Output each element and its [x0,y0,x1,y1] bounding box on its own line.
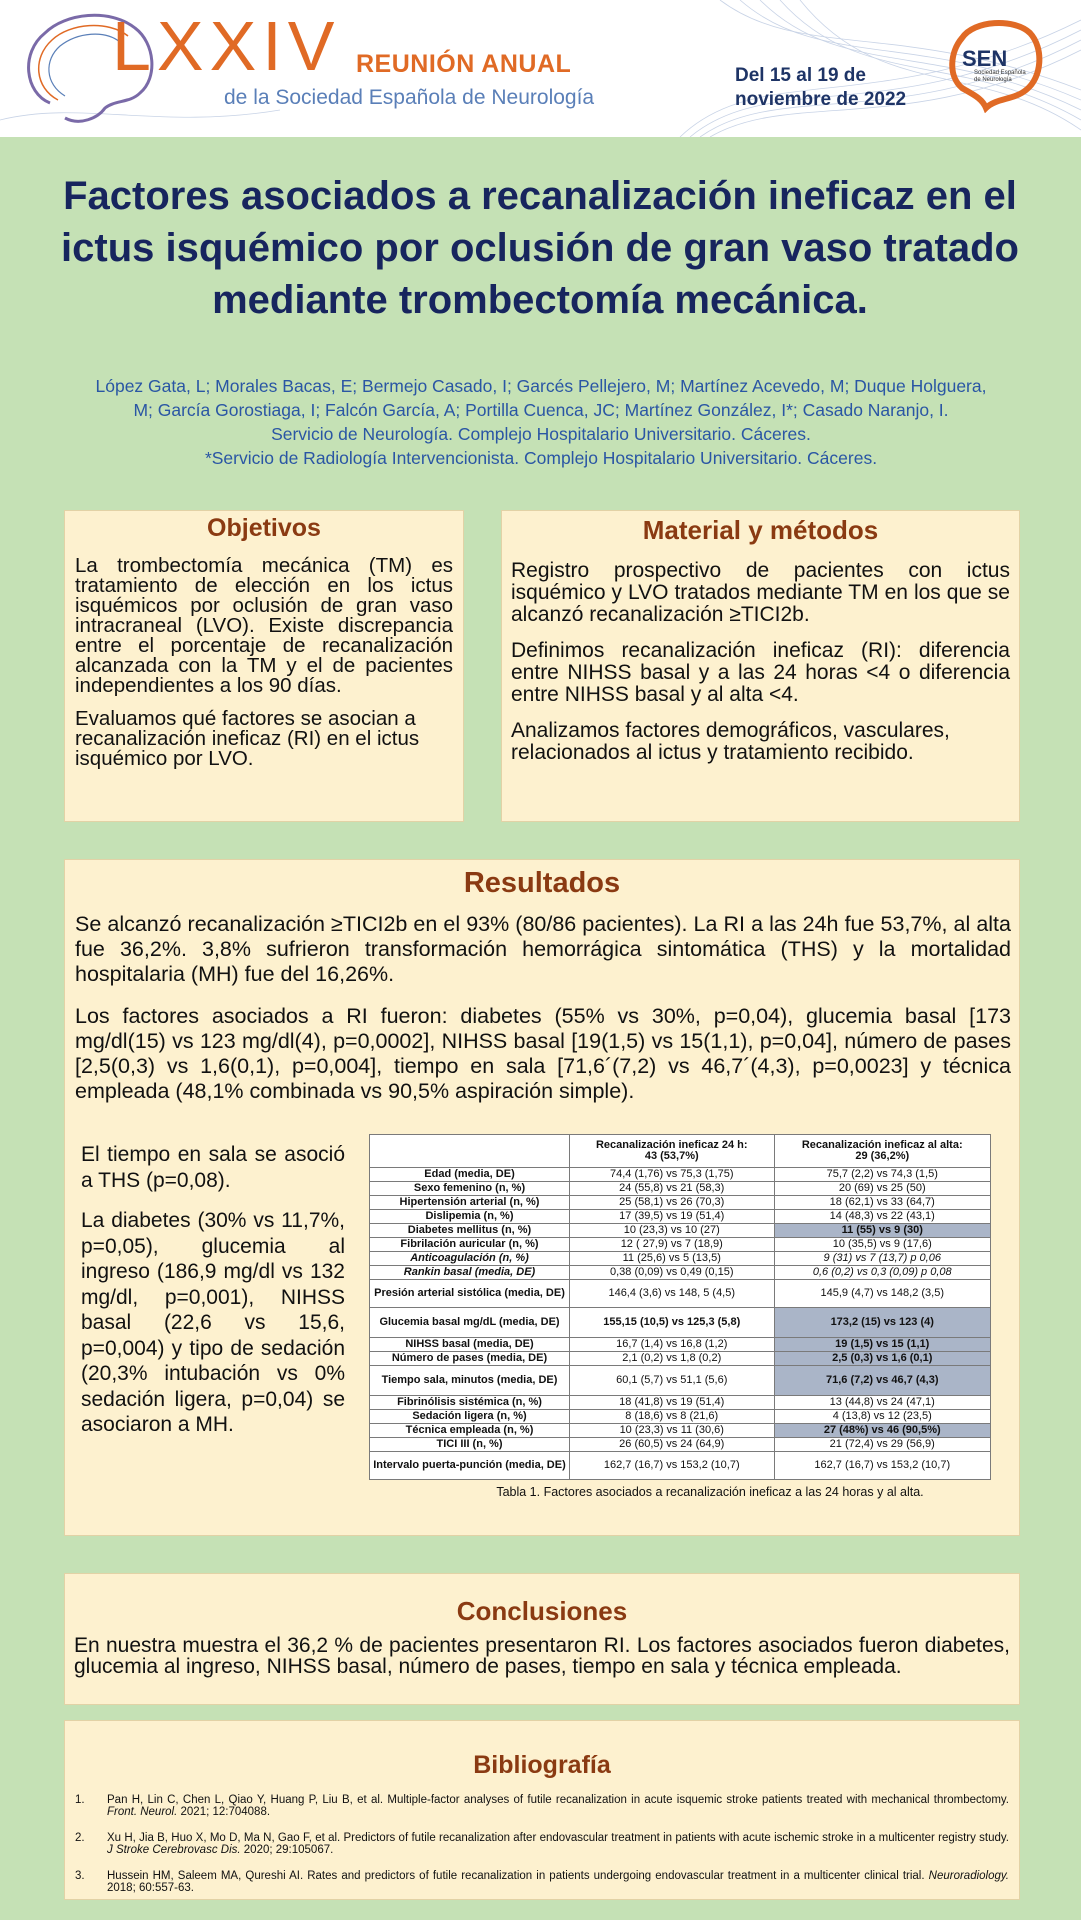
row-value-24h: 146,4 (3,6) vs 148, 5 (4,5) [570,1280,775,1308]
row-label: Dislipemia (n, %) [370,1210,570,1224]
row-value-24h: 25 (58,1) vs 26 (70,3) [570,1196,775,1210]
meeting-label: REUNIÓN ANUAL [356,50,572,78]
resultados-side-paragraph-2: La diabetes (30% vs 11,7%, p=0,05), glucemia al ingreso (186,9 mg/dl vs 132 mg/dl, p=0,001), NIHSS basal (22,6 vs 15,6, p=0,004) y tipo de sedación (20,3% intubación vs 0% sedación ligera, p=0,04) se asociaron a MH. [81,1209,345,1436]
objetivos-paragraph-1: La trombectomía mecánica (TM) es tratamiento de elección en los ictus isquémicos por oclusión de gran vaso intracraneal (LVO). Existe discrepancia entre el porcentaje de recanalización alcanzada con la TM y el de pacientes independientes a los 90 días. [75,554,453,697]
table-row [370,1438,991,1452]
row-value-24h: 10 (23,3) vs 11 (30,6) [570,1424,775,1438]
row-value-24h: 155,15 (10,5) vs 125,3 (5,8) [570,1308,775,1338]
row-value-alta: 0,6 (0,2) vs 0,3 (0,09) p 0,08 [774,1266,991,1280]
row-value-24h: 8 (18,6) vs 8 (21,6) [570,1410,775,1424]
results-table-wrapper [369,1134,991,1499]
results-table [369,1134,991,1480]
reference-tail: 2020; 29:105067. [243,1844,334,1856]
row-value-alta: 21 (72,4) vs 29 (56,9) [774,1438,991,1452]
row-value-24h: 162,7 (16,7) vs 153,2 (10,7) [570,1452,775,1480]
resultados-side-text [81,1142,345,1438]
row-value-24h: 60,1 (5,7) vs 51,1 (5,6) [570,1366,775,1396]
row-value-alta-highlight: 71,6 (7,2) vs 46,7 (4,3) [774,1366,991,1396]
table-header-row [370,1135,991,1168]
sen-logo [944,18,1044,113]
row-value-alta: 14 (48,3) vs 22 (43,1) [774,1210,991,1224]
row-label: Edad (media, DE) [370,1168,570,1182]
table-row [370,1308,991,1338]
sen-sub-line-1: Sociedad Española [974,70,1026,76]
reference-number: 3. [75,1870,85,1882]
sen-logo-subtitle [974,70,1026,84]
row-value-24h: 12 ( 27,9) vs 7 (18,9) [570,1238,775,1252]
authors-line-2: M; García Gorostiaga, I; Falcón García, A; Portilla Cuenca, JC; Martínez González, I*; Casado Naranjo, I. [133,400,949,420]
society-name: de la Sociedad Española de Neurología [224,86,595,109]
row-label: Presión arterial sistólica (media, DE) [370,1280,570,1308]
table-row [370,1266,991,1280]
table-row [370,1224,991,1238]
row-value-alta: 75,7 (2,2) vs 74,3 (1,5) [774,1168,991,1182]
reference-item [75,1870,1009,1894]
reference-text: Hussein HM, Saleem MA, Qureshi AI. Rates and predictors of futile recanalization in patients undergoing endovascular treatment in a multicenter clinical trial. [107,1870,925,1882]
row-label: Intervalo puerta-punción (media, DE) [370,1452,570,1480]
row-value-24h: 18 (41,8) vs 19 (51,4) [570,1396,775,1410]
table-header-24h-line-1: Recanalización ineficaz 24 h: [595,1138,748,1151]
resultados-section [64,859,1020,1536]
resultados-heading: Resultados [463,867,621,899]
row-value-alta: 4 (13,8) vs 12 (23,5) [774,1410,991,1424]
row-value-24h: 16,7 (1,4) vs 16,8 (1,2) [570,1338,775,1352]
table-row [370,1196,991,1210]
table-header-alta-line-2: 29 (36,2%) [855,1150,910,1162]
poster-title: Factores asociados a recanalización ineficaz en el ictus isquémico por oclusión de gran vaso tratado mediante trombectomía mecánica. [61,174,1019,322]
row-label: Rankin basal (media, DE) [370,1266,570,1280]
row-value-alta: 162,7 (16,7) vs 153,2 (10,7) [774,1452,991,1480]
row-label: Anticoagulación (n, %) [370,1252,570,1266]
row-label: NIHSS basal (media, DE) [370,1338,570,1352]
table-header-alta-line-1: Recanalización ineficaz al alta: [801,1138,963,1151]
reference-journal: J Stroke Cerebrovasc Dis. [107,1844,241,1856]
metodos-paragraph-3: Analizamos factores demográficos, vasculares, relacionados al ictus y tratamiento recibido. [511,719,950,764]
row-value-alta-highlight: 2,5 (0,3) vs 1,6 (0,1) [774,1352,991,1366]
header-banner [0,0,1081,137]
resultados-paragraph-1: Se alcanzó recanalización ≥TICI2b en el 93% (80/86 pacientes). La RI a las 24h fue 53,7%, al alta fue 36,2%. 3,8% sufrieron transformación hemorrágica sintomática (THS) y la mortalidad hospitalaria (MH) fue del 16,26%. [75,912,1011,986]
conclusiones-paragraph: En nuestra muestra el 36,2 % de pacientes presentaron RI. Los factores asociados fueron diabetes, glucemia al ingreso, NIHSS basal, número de pases, tiempo en sala y técnica empleada. [74,1634,1010,1678]
row-value-alta-highlight: 11 (55) vs 9 (30) [774,1224,991,1238]
reference-journal: Neuroradiology. [928,1870,1009,1882]
objetivos-paragraph-2: Evaluamos qué factores se asocian a recanalización ineficaz (RI) en el ictus isquémico por LVO. [75,707,420,770]
table-header-24h-line-2: 43 (53,7%) [644,1150,699,1162]
reference-item [75,1832,1009,1856]
row-value-alta-highlight: 19 (1,5) vs 15 (1,1) [774,1338,991,1352]
table-row [370,1352,991,1366]
reference-list [75,1794,1009,1894]
table-row [370,1452,991,1480]
affiliation-1: Servicio de Neurología. Complejo Hospitalario Universitario. Cáceres. [271,424,811,444]
objetivos-section [64,510,464,822]
row-label: Técnica empleada (n, %) [370,1424,570,1438]
resultados-side-paragraph-1: El tiempo en sala se asoció a THS (p=0,08). [81,1143,345,1192]
row-value-24h: 2,1 (0,2) vs 1,8 (0,2) [570,1352,775,1366]
table-row [370,1280,991,1308]
reference-text: Xu H, Jia B, Huo X, Mo D, Ma N, Gao F, et al. Predictors of futile recanalization after endovascular treatment in patients with acute ischemic stroke in a multicenter registry study. [107,1832,1009,1844]
metodos-section [501,510,1020,822]
reference-journal: Front. Neurol. [107,1806,178,1818]
conclusiones-heading: Conclusiones [456,1596,628,1626]
table-row [370,1424,991,1438]
reference-text: Pan H, Lin C, Chen L, Qiao Y, Huang P, Liu B, et al. Multiple-factor analyses of futile recanalization in acute isquemic stroke patients treated with mechanical thrombectomy. [107,1794,1009,1806]
sen-sub-line-2: de Neurología [974,77,1012,83]
table-row [370,1182,991,1196]
reference-tail: 2018; 60:557-63. [107,1882,194,1894]
objetivos-heading: Objetivos [207,514,321,542]
reference-number: 2. [75,1832,85,1844]
row-label: Sexo femenino (n, %) [370,1182,570,1196]
row-value-24h: 17 (39,5) vs 19 (51,4) [570,1210,775,1224]
sen-logo-text: SEN [962,46,1008,71]
table-row [370,1410,991,1424]
row-value-24h: 10 (23,3) vs 10 (27) [570,1224,775,1238]
bibliografia-heading: Bibliografía [473,1751,611,1779]
table-header-empty [370,1135,570,1168]
row-value-24h: 24 (55,8) vs 21 (58,3) [570,1182,775,1196]
dates-line-1: Del 15 al 19 de [735,65,866,86]
row-value-24h: 74,4 (1,76) vs 75,3 (1,75) [570,1168,775,1182]
row-value-alta: 145,9 (4,7) vs 148,2 (3,5) [774,1280,991,1308]
table-header-24h [570,1135,775,1168]
edition-number: LXXIV [112,7,341,85]
table-row [370,1396,991,1410]
row-label: Diabetes mellitus (n, %) [370,1224,570,1238]
row-label: Fibrinólisis sistémica (n, %) [370,1396,570,1410]
table-row [370,1238,991,1252]
row-label: Glucemia basal mg/dL (media, DE) [370,1308,570,1338]
table-row [370,1210,991,1224]
dates-line-2: noviembre de 2022 [735,89,907,110]
table-header-alta [774,1135,991,1168]
table-row [370,1338,991,1352]
conclusiones-section [64,1573,1020,1705]
row-value-alta-highlight: 27 (48%) vs 46 (90,5%) [774,1424,991,1438]
row-label: Tiempo sala, minutos (media, DE) [370,1366,570,1396]
row-value-alta: 9 (31) vs 7 (13,7) p 0,06 [774,1252,991,1266]
row-label: Número de pases (media, DE) [370,1352,570,1366]
table-row [370,1168,991,1182]
row-label: Hipertensión arterial (n, %) [370,1196,570,1210]
reference-number: 1. [75,1794,85,1806]
authors-line-1: López Gata, L; Morales Bacas, E; Bermejo Casado, I; Garcés Pellejero, M; Martínez Acevedo, M; Duque Holguera, [95,376,987,396]
row-label: Fibrilación auricular (n, %) [370,1238,570,1252]
meeting-dates [735,64,906,112]
row-value-alta-highlight: 173,2 (15) vs 123 (4) [774,1308,991,1338]
row-value-alta: 20 (69) vs 25 (50) [774,1182,991,1196]
reference-item [75,1794,1009,1818]
row-value-24h: 11 (25,6) vs 5 (13,5) [570,1252,775,1266]
reference-tail: 2021; 12:704088. [180,1806,271,1818]
row-value-alta: 10 (35,5) vs 9 (17,6) [774,1238,991,1252]
affiliation-2: *Servicio de Radiología Intervencionista. Complejo Hospitalario Universitario. Cáceres. [204,448,878,468]
row-value-24h: 0,38 (0,09) vs 0,49 (0,15) [570,1266,775,1280]
table-row [370,1252,991,1266]
table-row [370,1366,991,1396]
resultados-paragraph-2: Los factores asociados a RI fueron: diabetes (55% vs 30%, p=0,04), glucemia basal [173 mg/dl(15) vs 123 mg/dl(4), p=0,0002], NIHSS basal [19(1,5) vs 15(1,1), p=0,04], número de pases [2,5(0,3) vs 1,6(0,1), p=0,004], tiempo en sala [71,6´(7,2) vs 46,7´(4,3), p=0,0023] y técnica empleada (48,1% combinada vs 90,5% aspiración simple). [75,1004,1011,1103]
authors-block [60,374,1022,470]
row-value-alta: 13 (44,8) vs 24 (47,1) [774,1396,991,1410]
row-label: Sedación ligera (n, %) [370,1410,570,1424]
row-value-24h: 26 (60,5) vs 24 (64,9) [570,1438,775,1452]
metodos-paragraph-2: Definimos recanalización ineficaz (RI): diferencia entre NIHSS basal y a las 24 horas <4 o diferencia entre NIHSS basal y al alta <4. [511,639,1010,706]
row-value-alta: 18 (62,1) vs 33 (64,7) [774,1196,991,1210]
table-caption: Tabla 1. Factores asociados a recanalización ineficaz a las 24 horas y al alta. [496,1485,924,1499]
metodos-heading: Material y métodos [642,515,879,545]
row-label: TICI III (n, %) [370,1438,570,1452]
bibliografia-section [64,1720,1020,1900]
metodos-paragraph-1: Registro prospectivo de pacientes con ictus isquémico y LVO tratados mediante TM en los que se alcanzó recanalización ≥TICI2b. [511,559,1010,626]
